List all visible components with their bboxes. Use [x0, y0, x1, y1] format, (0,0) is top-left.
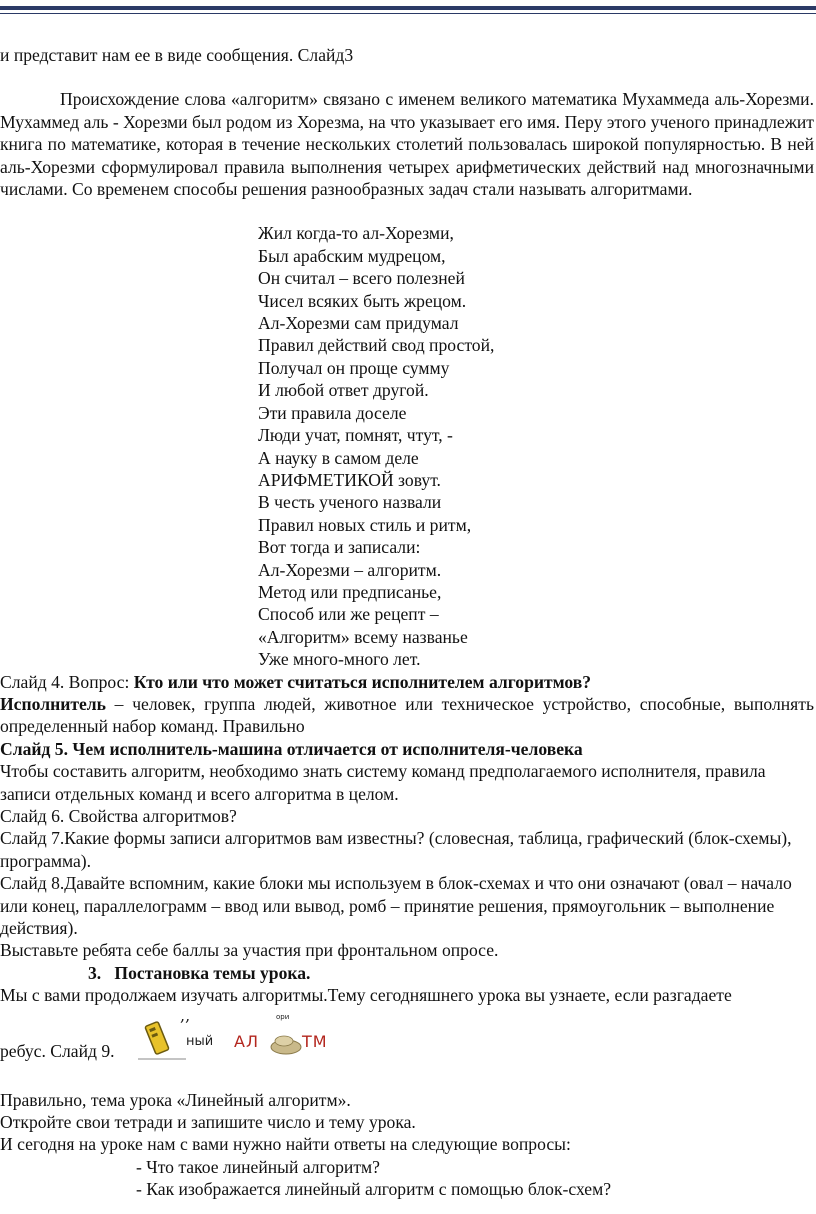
slide5-title: Слайд 5. Чем исполнитель-машина отличается от исполнителя-человека: [0, 738, 583, 759]
executor-term: Исполнитель: [0, 693, 106, 714]
section-heading: [0, 962, 814, 984]
poem-line: Ал-Хорезми сам придумал: [258, 313, 459, 334]
poem-line: Люди учат, помнят, чтут, -: [258, 425, 453, 446]
question-item: - Что такое линейный алгоритм?: [136, 1156, 380, 1177]
question-item: - Как изображается линейный алгоритм с помощью блок-схем?: [136, 1179, 612, 1200]
slide6-line: Слайд 6. Свойства алгоритмов?: [0, 806, 237, 826]
poem-line: АРИФМЕТИКОЙ зовут.: [258, 469, 441, 490]
poem-line: Ал-Хорезми – алгоритм.: [258, 559, 442, 580]
poem-line: Вот тогда и записали:: [258, 537, 421, 558]
today-line: И сегодня на уроке нам с вами нужно найти ответы на следующие вопросы:: [0, 1134, 571, 1155]
header-rule-thick: [0, 6, 816, 10]
notebook-line: Откройте свои тетради и запишите число и тему урока.: [0, 1112, 416, 1133]
rebus-part1: ный: [186, 1033, 214, 1049]
slide4-question: Кто или что может считаться исполнителем алгоритмов?: [133, 671, 592, 692]
poem-line: Был арабским мудрецом,: [258, 245, 446, 266]
rebus-part3: ТМ: [302, 1031, 328, 1051]
rebus-small: ори: [276, 1012, 290, 1021]
commands-paragraph: Чтобы составить алгоритм, необходимо знать систему команд предполагаемого исполнителя, правила записи отдельных команд и всего алгоритма в целом.: [0, 761, 766, 804]
poem-line: «Алгоритм» всему названье: [258, 626, 468, 647]
slide5-line: [0, 738, 814, 760]
poem-line: В честь ученого назвали: [258, 492, 442, 513]
section-number: 3.: [88, 962, 102, 983]
poem-line: Жил когда-то ал-Хорезми,: [258, 223, 454, 244]
poem-line: Эти правила доселе: [258, 402, 407, 423]
origin-paragraph: Происхождение слова «алгоритм» связано с именем великого математика Мухаммеда аль-Хорезми. Мухаммед аль - Хорезми был родом из Хорезма, на что указывает его имя. Перу этого ученого принадлежит книга по математике, которая в течение нескольких столетий пользовалась широкой популярностью. В ней аль-Хорезми сформулировал правила выполнения четырех арифметических действий над многозначными числами. Со временем способы решения разнообразных задач стали называть алгоритмами.: [0, 89, 814, 200]
poem-line: А науку в самом деле: [258, 447, 419, 468]
slide7-line: Слайд 7.Какие формы записи алгоритмов вам известны? (словесная, таблица, графический (блок-схемы), программа).: [0, 828, 792, 871]
answer-line: Правильно, тема урока «Линейный алгоритм».: [0, 1089, 351, 1110]
executor-text: – человек, группа людей, животное или техническое устройство, способные, выполнять определенный набор команд. Правильно: [0, 693, 814, 737]
executor-definition: [0, 693, 814, 738]
poem-line: Способ или же рецепт –: [258, 604, 439, 625]
poem-line: Метод или предписанье,: [258, 581, 442, 602]
wire-spool-icon: [138, 1021, 186, 1059]
rebus-caption: ребус. Слайд 9.: [0, 1040, 115, 1061]
slide4-prefix: Слайд 4. Вопрос:: [0, 671, 134, 692]
header-rule-thin: [0, 13, 816, 14]
poem-line: Правил действий свод простой,: [258, 335, 495, 356]
rebus-mark: ,,: [180, 1006, 191, 1025]
section-title: Постановка темы урока.: [114, 962, 311, 983]
poem-line: Чисел всяких быть жрецом.: [258, 290, 467, 311]
intro-line: и представит нам ее в виде сообщения. Слайд3: [0, 45, 354, 65]
rebus-line: [0, 1007, 814, 1067]
poem-line: Уже много-много лет.: [258, 649, 421, 670]
slide8-line: Слайд 8.Давайте вспомним, какие блоки мы используем в блок-схемах и что они означают (овал – начало или конец, параллелограмм – ввод или вывод, ромб – принятие решения, прямоугольник – выполнение действия).: [0, 873, 792, 939]
rebus-image: [134, 1007, 354, 1063]
scores-line: Выставьте ребята себе баллы за участия при фронтальном опросе.: [0, 940, 499, 961]
slide4-line: [0, 671, 814, 693]
poem-line: Он считал – всего полезней: [258, 268, 465, 289]
ore-pile-icon: [271, 1036, 301, 1054]
rebus-intro: Мы с вами продолжаем изучать алгоритмы.Тему сегодняшнего урока вы узнаете, если разгадаете: [0, 985, 732, 1006]
poem-line: Получал он проще сумму: [258, 357, 450, 378]
poem: [258, 222, 814, 670]
rebus-part2: АЛ: [234, 1031, 259, 1051]
poem-line: И любой ответ другой.: [258, 380, 429, 401]
poem-line: Правил новых стиль и ритм,: [258, 514, 472, 535]
document-body: [0, 44, 814, 1201]
